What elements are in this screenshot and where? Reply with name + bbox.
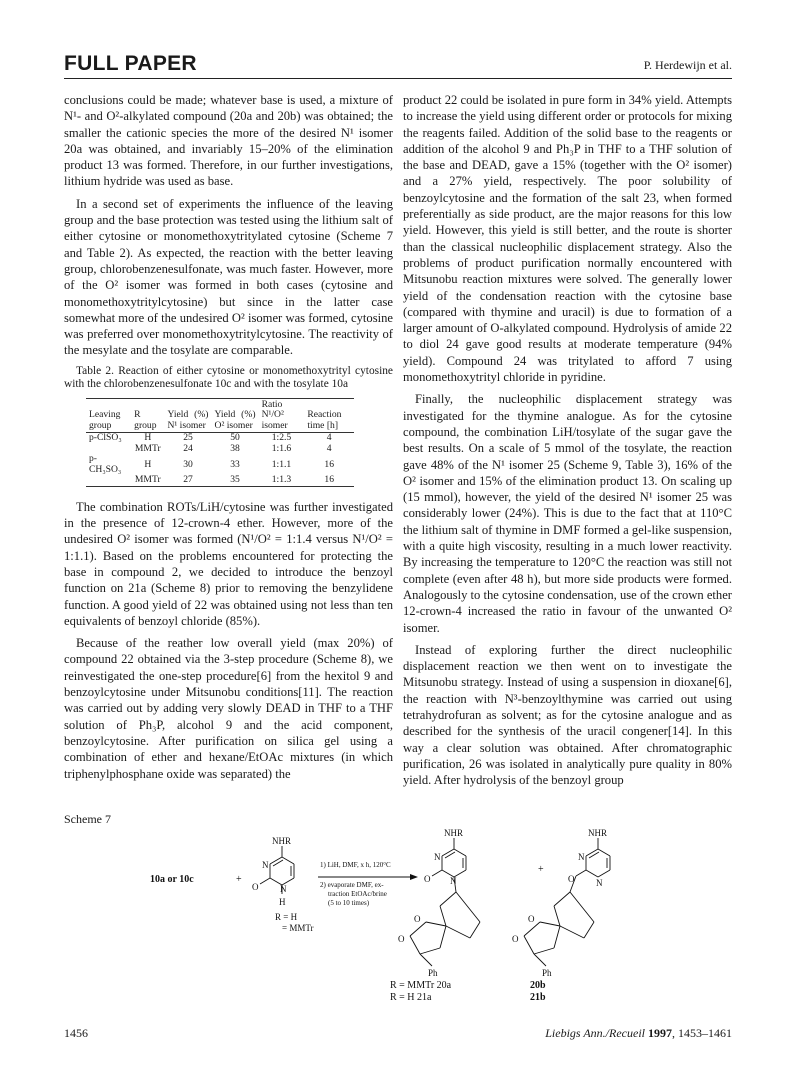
table-cell: 35 <box>212 475 259 486</box>
table-row <box>86 454 354 475</box>
product-n1-ring-o: O <box>414 914 421 924</box>
table-header: Yield (%) O² isomer <box>212 398 259 433</box>
table-cell: 25 <box>183 432 193 444</box>
left-column <box>64 92 393 788</box>
table-row <box>86 444 354 455</box>
r-mmtr-label: = MMTr <box>282 923 314 933</box>
condition-2b: traction EtOAc/brine <box>328 890 387 898</box>
table-cell: MMTr <box>134 442 161 454</box>
page-header <box>64 52 732 79</box>
product-n1-n3: N <box>434 852 441 862</box>
right-paragraph-1: product 22 could be isolated in pure form in 34% yield. Attempts to increase the yield using different order or protocols for mixing the reagents failed. Addition of the solid base to the reagents or addition of the alcohol 9 and Ph₃P in THF to a THF solution of the base and DEAD, gave a 15% (together with the O² isomer) and a 27% yield, respectively. The poor solubility of benzoylcytosine and the formation of the salt 23, when formed preferentially as side product, are the major reasons for this low yield. However, this yield is still better, and the route is shorter than the classical nucleophilic displacement strategy. Also the problems of product purification normally encountered with Mitsunobu reaction mixtures were solved. The generally lower yield of the condensation reaction with the cytosine base (compared with thymine and uracil) is due to formation of a larger amount of O-alkylated compound. Hydrolysis of amide 22 to diol 24 gave good results at moderate temperature (94% yield). Compound 24 was tritylated to afford 7 using monomethoxytrityl chloride in pyridine. <box>403 93 732 385</box>
cytosine-structure <box>260 846 294 894</box>
left-paragraph-3: The combination ROTs/LiH/cytosine was further investigated in the presence of 12-crown-4 ether. However, more of the undesired O² isomer was formed (N¹/O² = 1:1.4 versus N¹/O² = 1:1.1). Based on the problems encountered for protecting the base in compound 2, we decided to introduce the benzoyl function on 21a (Scheme 8) prior to removing the benzylidene function. A good yield of 22 was obtained using not less than ten equivalents of benzoyl chloride (85%). <box>64 499 393 628</box>
table-cell: 4 <box>326 432 332 444</box>
product-o2-ring-o: O <box>528 914 535 924</box>
reaction-arrow <box>318 874 418 880</box>
table-caption: Table 2. Reaction of either cytosine or monomethoxytrityl cytosine with the chlorobenzenesulfonate 10c and with the tosylate 10a <box>64 364 393 391</box>
scheme-7-diagram <box>150 826 740 1008</box>
plus-sign-1: + <box>236 874 242 885</box>
product-o2-link-o: O <box>568 874 575 884</box>
product-n1-ph: Ph <box>428 968 438 978</box>
product-o2-ph: Ph <box>542 968 552 978</box>
table-header: Leaving group <box>86 398 131 433</box>
running-authors: P. Herdewijn et al. <box>643 58 732 72</box>
right-paragraph-2: Finally, the nucleophilic displacement strategy was investigated for the thymine analogue. As for the cytosine compound, the combination LiH/tosylate of the sugar gave the best results. On a scale of 5 mmol of the tosylate, the reaction gave 48% of the N¹ isomer 25 (Scheme 9, Table 3), 16% of the O² isomer and 15% of the elimination product 13. On scaling up (15 mmol), however, the yield of the desired N¹ isomer 25 was considerably lower (24%). This is due to the fact that at 110°C the lithium salt of thymine in DMF formed a gel-like suspension, with a quite high viscosity, resulting in a much lower reactivity. By increasing the temperature to 120°C the reaction was still not complete (even after 48 h), but more side products were formed. Analogously to the cytosine condensation, use of the crown ether 12-crown-4 increased the ratio in favour of the unwanted O² isomer. <box>403 392 732 635</box>
product-o2-acetal-o: O <box>512 934 519 944</box>
table-cell: 38 <box>230 442 240 454</box>
journal-citation <box>545 1026 732 1041</box>
scheme-label: Scheme 7 <box>64 812 111 826</box>
condition-2a: 2) evaporate DMF, ex- <box>320 881 384 889</box>
table-header: Yield (%) N¹ isomer <box>164 398 211 433</box>
table-header: Reaction time [h] <box>304 398 354 433</box>
h-label: H <box>279 897 286 907</box>
left-paragraph-4: Because of the reather low overall yield (max 20%) of compound 22 obtained via the 3-step procedure (Scheme 8), we reinvestigated the one-step procedure[6] from the hexitol 9 and benzoylcytosine under Mitsunobu conditions[11]. The reaction was carried out by adding very slowly DEAD in THF to a THF solution of Ph₃P, alcohol 9 and the acid component, benzoylcytosine. After purification on silica gel using a combination of ether and hexane/EtOAc mixtures (in which triphenylphosphane oxide was separated) the <box>64 636 393 781</box>
table-cell <box>86 475 131 486</box>
table-cell: MMTr <box>131 475 164 486</box>
compound-label-20b: 20b <box>530 980 546 991</box>
table-cell: 1:1.1 <box>271 458 292 470</box>
condition-2c: (5 to 10 times) <box>328 899 370 907</box>
journal-name: Liebigs Ann./Recueil <box>545 1026 645 1040</box>
left-paragraph-1: conclusions could be made; whatever base is used, a mixture of N¹- and O²-alkylated compound (20a and 20b) was obtained; the smaller the cationic species the more of the desired N¹ isomer 20a was obtained, and invariably 15–20% of the elimination product 13 was formed. Therefore, in our further investigations, lithium hydride was used as base. <box>64 93 393 189</box>
table-cell: 33 <box>230 458 240 470</box>
table-header: Ratio N¹/O² isomer <box>259 398 305 433</box>
compound-label-20a: R = MMTr 20a <box>390 980 452 991</box>
table-cell: H <box>144 458 152 470</box>
product-n1-nhr: NHR <box>444 828 464 838</box>
section-title: FULL PAPER <box>64 52 197 75</box>
journal-pages: , 1453–1461 <box>672 1026 732 1040</box>
table-row <box>86 433 354 444</box>
product-n1-structure <box>410 838 480 966</box>
table-cell: p-ClSO₃ <box>89 432 122 444</box>
table-cell: p-CH₃SO₃ <box>89 453 122 475</box>
journal-year: 1997 <box>648 1026 672 1040</box>
product-n1-o2: O <box>424 874 431 884</box>
nhr-label: NHR <box>272 836 292 846</box>
product-n1-acetal-o: O <box>398 934 405 944</box>
product-o2-n3: N <box>578 852 585 862</box>
table-cell: 4 <box>326 442 332 454</box>
table-cell: 24 <box>183 442 193 454</box>
product-n1-n1: N <box>450 876 457 886</box>
table-cell: 16 <box>304 475 354 486</box>
table-cell: 16 <box>324 458 334 470</box>
reactant-label <box>150 874 242 885</box>
n3-label: N <box>262 860 269 870</box>
product-o2-n1: N <box>596 878 603 888</box>
plus-sign-2: + <box>538 864 544 875</box>
right-paragraph-3: Instead of exploring further the direct nucleophilic displacement reaction we then went on to investigate the Mitsunobu strategy. Instead of using a suspension in dioxane[6], the reaction with N³-benzoylthymine was carried out using tetrahydrofuran as solvent; as for the cytosine analogue and as described for the synthesis of the uracil congener[14]. In this way a clear solution was obtained. After chromatographic purification, 26 was isolated in analytically pure quality in 80% yield. After hydrolysis of the benzoyl group <box>403 642 732 788</box>
left-paragraph-2: In a second set of experiments the influence of the leaving group and the base protection was tested using the lithium salt of either cytosine or monomethoxytritylated cytosine (Scheme 7 and Table 2). As expected, the reaction with the better leaving group, chlorobenzenesulfonate, was much faster. However, more of the O² isomer was formed in both cases (cytosine and monomethoxytritylcytosine) but since in the latter case somewhat more of the undesired O² isomer was formed, cytosine was preferred over monomethoxytritylcytosine. The reactivity of the mesylate and the tosylate are comparable. <box>64 196 393 358</box>
compound-label-21a: R = H 21a <box>390 992 432 1003</box>
right-column <box>403 92 732 794</box>
table-cell: H <box>144 432 152 444</box>
table-row <box>86 475 354 486</box>
o2-label: O <box>252 882 259 892</box>
compound-label-21b: 21b <box>530 992 546 1003</box>
product-o2-structure <box>524 838 610 966</box>
table-cell: 30 <box>183 458 193 470</box>
table-cell: 1:1.6 <box>271 442 292 454</box>
r-h-label: R = H <box>275 912 298 922</box>
n1-label: N <box>280 884 287 894</box>
reactant-text: 10a or 10c <box>150 874 194 885</box>
page-number: 1456 <box>64 1026 88 1040</box>
table-cell: 1:2.5 <box>271 432 292 444</box>
table-cell: 27 <box>164 475 211 486</box>
table-cell: 50 <box>230 432 240 444</box>
condition-1: 1) LiH, DMF, x h, 120°C <box>320 861 391 869</box>
table-header: R group <box>131 398 164 433</box>
product-o2-nhr: NHR <box>588 828 608 838</box>
table-2 <box>86 398 354 487</box>
table-cell: 1:1.3 <box>259 475 305 486</box>
